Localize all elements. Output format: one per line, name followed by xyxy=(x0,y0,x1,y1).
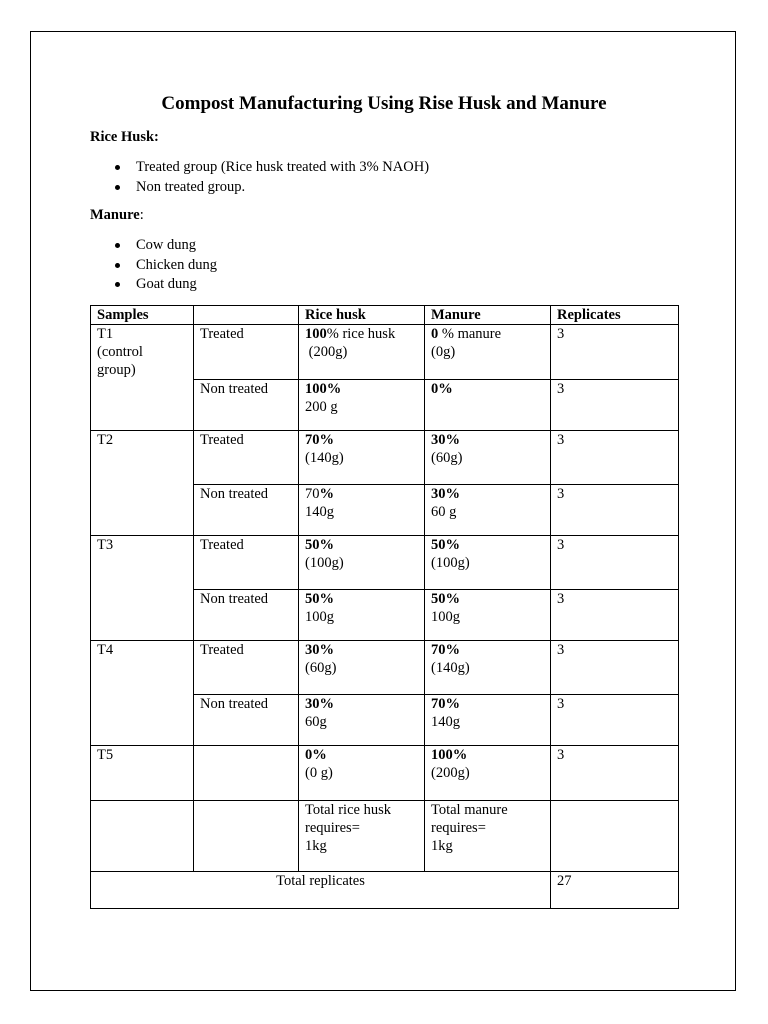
manure-cell: 70% (140g) xyxy=(425,641,551,695)
total-replicates-row xyxy=(91,872,679,909)
group-label: Non treated xyxy=(194,695,299,746)
rice-husk-cell: 100% rice husk (200g) xyxy=(299,325,425,380)
group-label: Non treated xyxy=(194,590,299,641)
document-title: Compost Manufacturing Using Rise Husk and Manure xyxy=(161,93,607,114)
rice-husk-list xyxy=(90,158,429,197)
replicates-cell: 3 xyxy=(551,325,679,380)
empty-cell xyxy=(194,801,299,872)
rice-husk-cell: 30% 60g xyxy=(299,695,425,746)
rice-husk-cell: 50% 100g xyxy=(299,590,425,641)
header-group xyxy=(194,306,299,325)
replicates-cell: 3 xyxy=(551,641,679,695)
manure-cell: 30% 60 g xyxy=(425,485,551,536)
group-label: Treated xyxy=(194,536,299,590)
total-rice-husk-cell: Total rice husk requires= 1kg xyxy=(299,801,425,872)
sample-cell: T3 xyxy=(91,536,194,641)
rice-husk-cell: 50% (100g) xyxy=(299,536,425,590)
manure-cell: 0 % manure (0g) xyxy=(425,325,551,380)
list-item: Goat dung xyxy=(90,275,217,295)
manure-list xyxy=(90,236,217,295)
group-label: Treated xyxy=(194,431,299,485)
group-label: Non treated xyxy=(194,485,299,536)
manure-heading: Manure: xyxy=(90,207,144,223)
group-label: Non treated xyxy=(194,380,299,431)
list-item: Treated group (Rice husk treated with 3% NAOH) xyxy=(90,158,429,178)
replicates-cell: 3 xyxy=(551,746,679,801)
replicates-cell: 3 xyxy=(551,431,679,485)
replicates-cell: 3 xyxy=(551,590,679,641)
rice-husk-cell: 70% 140g xyxy=(299,485,425,536)
replicates-cell: 3 xyxy=(551,380,679,431)
rice-husk-cell: 30% (60g) xyxy=(299,641,425,695)
list-item: Non treated group. xyxy=(90,178,429,198)
manure-cell: 100% (200g) xyxy=(425,746,551,801)
manure-cell: 50% (100g) xyxy=(425,536,551,590)
table-row xyxy=(91,746,679,801)
total-replicates-value: 27 xyxy=(551,872,679,909)
rice-husk-cell: 70% (140g) xyxy=(299,431,425,485)
sample-cell: T5 xyxy=(91,746,194,801)
sample-cell: T1 (control group) xyxy=(91,325,194,431)
header-samples: Samples xyxy=(91,306,194,325)
replicates-cell: 3 xyxy=(551,695,679,746)
replicates-cell: 3 xyxy=(551,536,679,590)
list-item: Cow dung xyxy=(90,236,217,256)
table-row xyxy=(91,431,679,485)
table-row xyxy=(91,325,679,380)
header-manure: Manure xyxy=(425,306,551,325)
table-header-row xyxy=(91,306,679,325)
replicates-cell: 3 xyxy=(551,485,679,536)
sample-cell: T4 xyxy=(91,641,194,746)
rice-husk-cell: 100% 200 g xyxy=(299,380,425,431)
manure-cell: 30% (60g) xyxy=(425,431,551,485)
totals-row xyxy=(91,801,679,872)
sample-cell: T2 xyxy=(91,431,194,536)
group-label: Treated xyxy=(194,641,299,695)
list-item: Chicken dung xyxy=(90,256,217,276)
manure-cell: 50% 100g xyxy=(425,590,551,641)
rice-husk-heading: Rice Husk: xyxy=(90,129,159,145)
total-replicates-label: Total replicates xyxy=(91,872,551,909)
group-label xyxy=(194,746,299,801)
empty-cell xyxy=(91,801,194,872)
empty-cell xyxy=(551,801,679,872)
manure-cell: 70% 140g xyxy=(425,695,551,746)
rice-husk-cell: 0% (0 g) xyxy=(299,746,425,801)
total-manure-cell: Total manure requires= 1kg xyxy=(425,801,551,872)
table-row xyxy=(91,641,679,695)
samples-table xyxy=(90,305,679,909)
table-row xyxy=(91,536,679,590)
header-rice-husk: Rice husk xyxy=(299,306,425,325)
header-replicates: Replicates xyxy=(551,306,679,325)
manure-cell: 0% xyxy=(425,380,551,431)
group-label: Treated xyxy=(194,325,299,380)
